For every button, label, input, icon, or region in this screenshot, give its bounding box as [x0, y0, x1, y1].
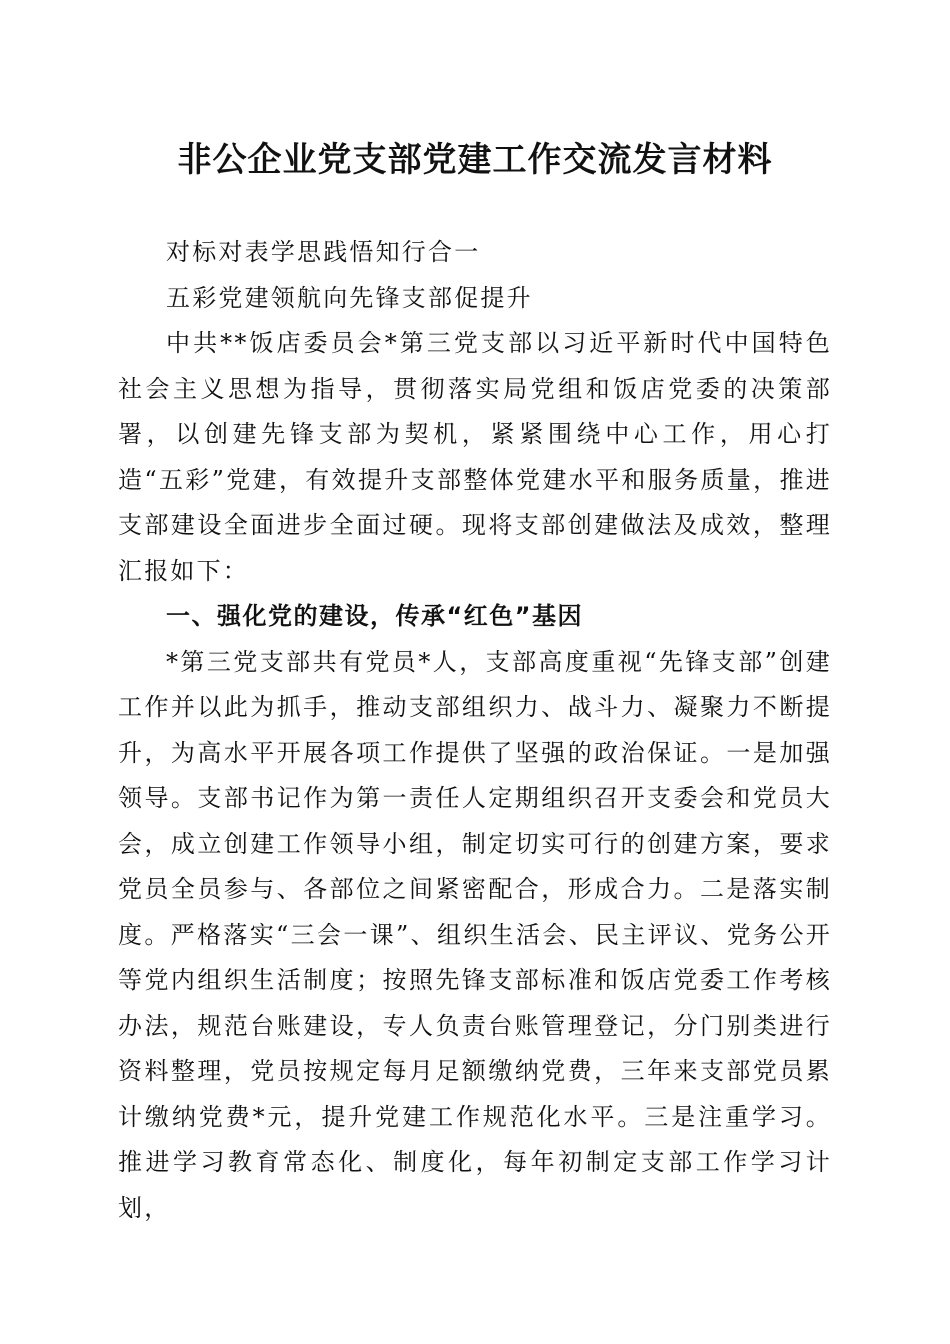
subtitle-line-1: 对标对表学思践悟知行合一	[166, 238, 481, 266]
document-body	[118, 230, 832, 1231]
document-title: 非公企业党支部党建工作交流发言材料	[177, 140, 773, 180]
section-1-heading: 一、强化党的建设，传承“红色”基因	[166, 602, 584, 630]
section-1-paragraph: *第三党支部共有党员*人，支部高度重视“先锋支部”创建工作并以此为抓手，推动支部组织力、战斗力、凝聚力不断提升，为高水平开展各项工作提供了坚强的政治保证。一是加强领导。支部书记作为第一责任人定期组织召开支委会和党员大会，成立创建工作领导小组，制定切实可行的创建方案，要求党员全员参与、各部位之间紧密配合，形成合力。二是落实制度。严格落实“三会一课”、组织生活会、民主评议、党务公开等党内组织生活制度；按照先锋支部标准和饭店党委工作考核办法，规范台账建设，专人负责台账管理登记，分门别类进行资料整理，党员按规定每月足额缴纳党费，三年来支部党员累计缴纳党费*元，提升党建工作规范化水平。三是注重学习。推进学习教育常态化、制度化，每年初制定支部工作学习计划，	[118, 647, 832, 1222]
intro-paragraph: 中共**饭店委员会*第三党支部以习近平新时代中国特色社会主义思想为指导，贯彻落实局党组和饭店党委的决策部署，以创建先锋支部为契机，紧紧围绕中心工作，用心打造“五彩”党建，有效提升支部整体党建水平和服务质量，推进支部建设全面进步全面过硬。现将支部创建做法及成效，整理汇报如下：	[118, 329, 832, 585]
subtitle-line-2: 五彩党建领航向先锋支部促提升	[166, 283, 533, 312]
